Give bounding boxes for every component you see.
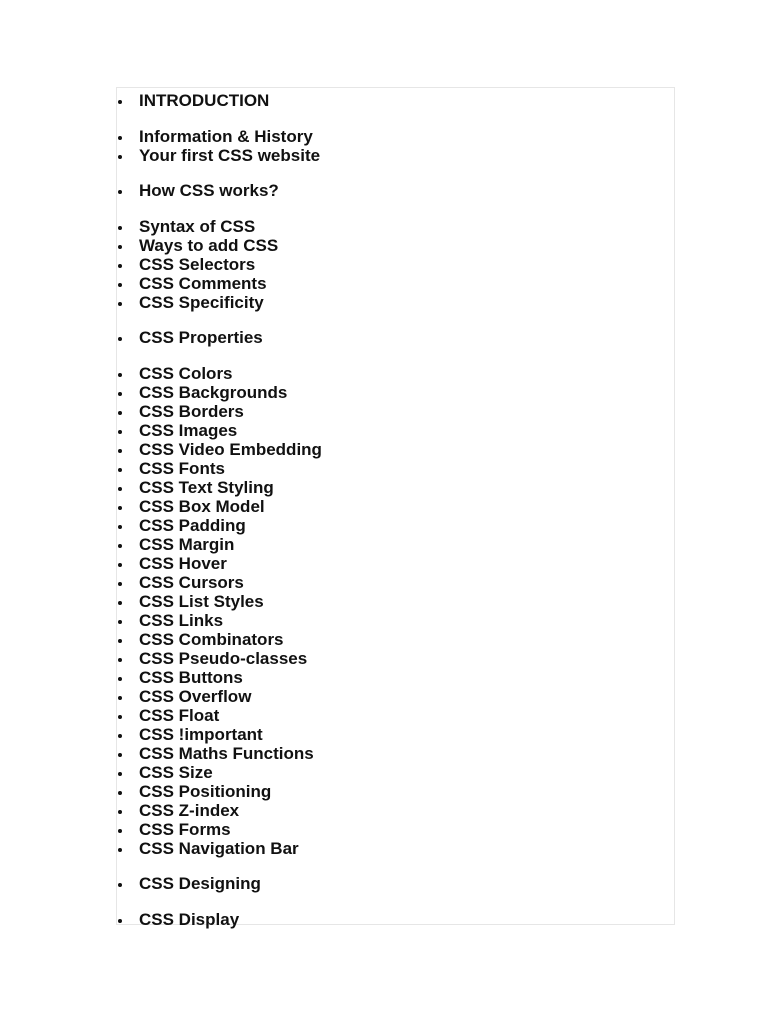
list-item-label: How CSS works? bbox=[139, 181, 279, 200]
list-item-label: CSS Combinators bbox=[139, 629, 284, 649]
list-item-label: CSS Borders bbox=[139, 401, 244, 421]
list-item bbox=[117, 782, 674, 801]
bullet-icon bbox=[118, 810, 122, 814]
list-item-label: CSS Selectors bbox=[139, 254, 256, 274]
bullet-icon bbox=[118, 190, 122, 194]
bullet-icon bbox=[118, 563, 122, 567]
list-item bbox=[117, 364, 674, 383]
list-item bbox=[117, 255, 674, 274]
bullet-icon bbox=[118, 753, 122, 757]
bullet-icon bbox=[118, 283, 122, 287]
list-item bbox=[117, 573, 674, 592]
list-item bbox=[117, 668, 674, 687]
bullet-icon bbox=[118, 373, 122, 377]
list-item-label: CSS Cursors bbox=[139, 572, 244, 592]
list-item-label: CSS Designing bbox=[139, 874, 261, 893]
bullet-icon bbox=[118, 411, 122, 415]
list-item-label: CSS Box Model bbox=[139, 496, 265, 516]
bullet-icon bbox=[118, 100, 122, 104]
list-item-label: CSS !important bbox=[139, 724, 263, 744]
list-item bbox=[117, 459, 674, 478]
list-item bbox=[117, 516, 674, 535]
list-item bbox=[117, 910, 674, 929]
list-item bbox=[117, 744, 674, 763]
list-item bbox=[117, 274, 674, 293]
list-item bbox=[117, 328, 674, 347]
list-item bbox=[117, 181, 674, 200]
list-item bbox=[117, 478, 674, 497]
list-item-label: CSS Z-index bbox=[139, 800, 240, 820]
bullet-icon bbox=[118, 544, 122, 548]
bullet-icon bbox=[118, 715, 122, 719]
list-item bbox=[117, 801, 674, 820]
list-item-label: CSS Colors bbox=[139, 363, 233, 383]
bullet-icon bbox=[118, 136, 122, 140]
list-item-label: CSS Positioning bbox=[139, 781, 272, 801]
list-item bbox=[117, 383, 674, 402]
bullet-icon bbox=[118, 337, 122, 341]
list-item bbox=[117, 402, 674, 421]
bullet-icon bbox=[118, 582, 122, 586]
bullet-icon bbox=[118, 696, 122, 700]
bullet-icon bbox=[118, 791, 122, 795]
bullet-icon bbox=[118, 883, 122, 887]
bullet-icon bbox=[118, 677, 122, 681]
list-item-label: CSS Comments bbox=[139, 273, 267, 293]
list-item-label: Information & History bbox=[139, 126, 313, 146]
list-item bbox=[117, 820, 674, 839]
list-item bbox=[117, 592, 674, 611]
list-item bbox=[117, 421, 674, 440]
list-item-label: CSS Images bbox=[139, 420, 238, 440]
bullet-icon bbox=[118, 919, 122, 923]
bullet-icon bbox=[118, 430, 122, 434]
list-item-label: CSS Maths Functions bbox=[139, 743, 314, 763]
list-item bbox=[117, 706, 674, 725]
list-item-label: CSS List Styles bbox=[139, 591, 264, 611]
list-item bbox=[117, 554, 674, 573]
list-item-label: CSS Properties bbox=[139, 328, 263, 347]
list-item-label: CSS Video Embedding bbox=[139, 439, 322, 459]
bullet-icon bbox=[118, 772, 122, 776]
list-item-label: CSS Navigation Bar bbox=[139, 838, 299, 858]
list-item bbox=[117, 649, 674, 668]
bullet-icon bbox=[118, 155, 122, 159]
list-item-label: CSS Float bbox=[139, 705, 220, 725]
list-item bbox=[117, 217, 674, 236]
bullet-icon bbox=[118, 245, 122, 249]
document-page bbox=[116, 87, 675, 929]
list-item bbox=[117, 91, 674, 110]
bullet-icon bbox=[118, 392, 122, 396]
bullet-icon bbox=[118, 226, 122, 230]
bullet-icon bbox=[118, 620, 122, 624]
list-item bbox=[117, 874, 674, 893]
list-item-label: CSS Pseudo-classes bbox=[139, 648, 308, 668]
list-item bbox=[117, 687, 674, 706]
bullet-icon bbox=[118, 848, 122, 852]
bullet-icon bbox=[118, 601, 122, 605]
bullet-icon bbox=[118, 525, 122, 529]
bullet-icon bbox=[118, 639, 122, 643]
list-item-label: CSS Margin bbox=[139, 534, 235, 554]
list-item-label: CSS Hover bbox=[139, 553, 227, 573]
bullet-icon bbox=[118, 658, 122, 662]
bullet-icon bbox=[118, 449, 122, 453]
list-item-label: Syntax of CSS bbox=[139, 216, 256, 236]
list-item-label: CSS Display bbox=[139, 909, 240, 929]
list-item-label: CSS Links bbox=[139, 610, 224, 630]
list-item-label: CSS Overflow bbox=[139, 686, 252, 706]
list-item bbox=[117, 497, 674, 516]
list-item-label: CSS Backgrounds bbox=[139, 382, 288, 402]
list-item bbox=[117, 839, 674, 858]
list-item bbox=[117, 146, 674, 165]
list-item bbox=[117, 630, 674, 649]
bullet-icon bbox=[118, 734, 122, 738]
list-item-label: Ways to add CSS bbox=[139, 235, 279, 255]
list-item-label: CSS Specificity bbox=[139, 292, 264, 312]
list-item-label: CSS Forms bbox=[139, 819, 231, 839]
list-item bbox=[117, 725, 674, 744]
bullet-icon bbox=[118, 264, 122, 268]
list-item bbox=[117, 611, 674, 630]
list-item bbox=[117, 236, 674, 255]
list-item bbox=[117, 127, 674, 146]
list-item-label: INTRODUCTION bbox=[139, 91, 270, 110]
list-item bbox=[117, 535, 674, 554]
bullet-icon bbox=[118, 468, 122, 472]
list-item bbox=[117, 293, 674, 312]
list-item-label: CSS Size bbox=[139, 762, 213, 782]
list-item-label: CSS Buttons bbox=[139, 667, 243, 687]
list-item-label: CSS Fonts bbox=[139, 458, 225, 478]
list-item bbox=[117, 763, 674, 782]
list-item bbox=[117, 440, 674, 459]
bullet-icon bbox=[118, 487, 122, 491]
list-item-label: Your first CSS website bbox=[139, 145, 321, 165]
bullet-icon bbox=[118, 829, 122, 833]
bullet-icon bbox=[118, 506, 122, 510]
bullet-icon bbox=[118, 302, 122, 306]
list-item-label: CSS Text Styling bbox=[139, 477, 274, 497]
list-item-label: CSS Padding bbox=[139, 515, 246, 535]
